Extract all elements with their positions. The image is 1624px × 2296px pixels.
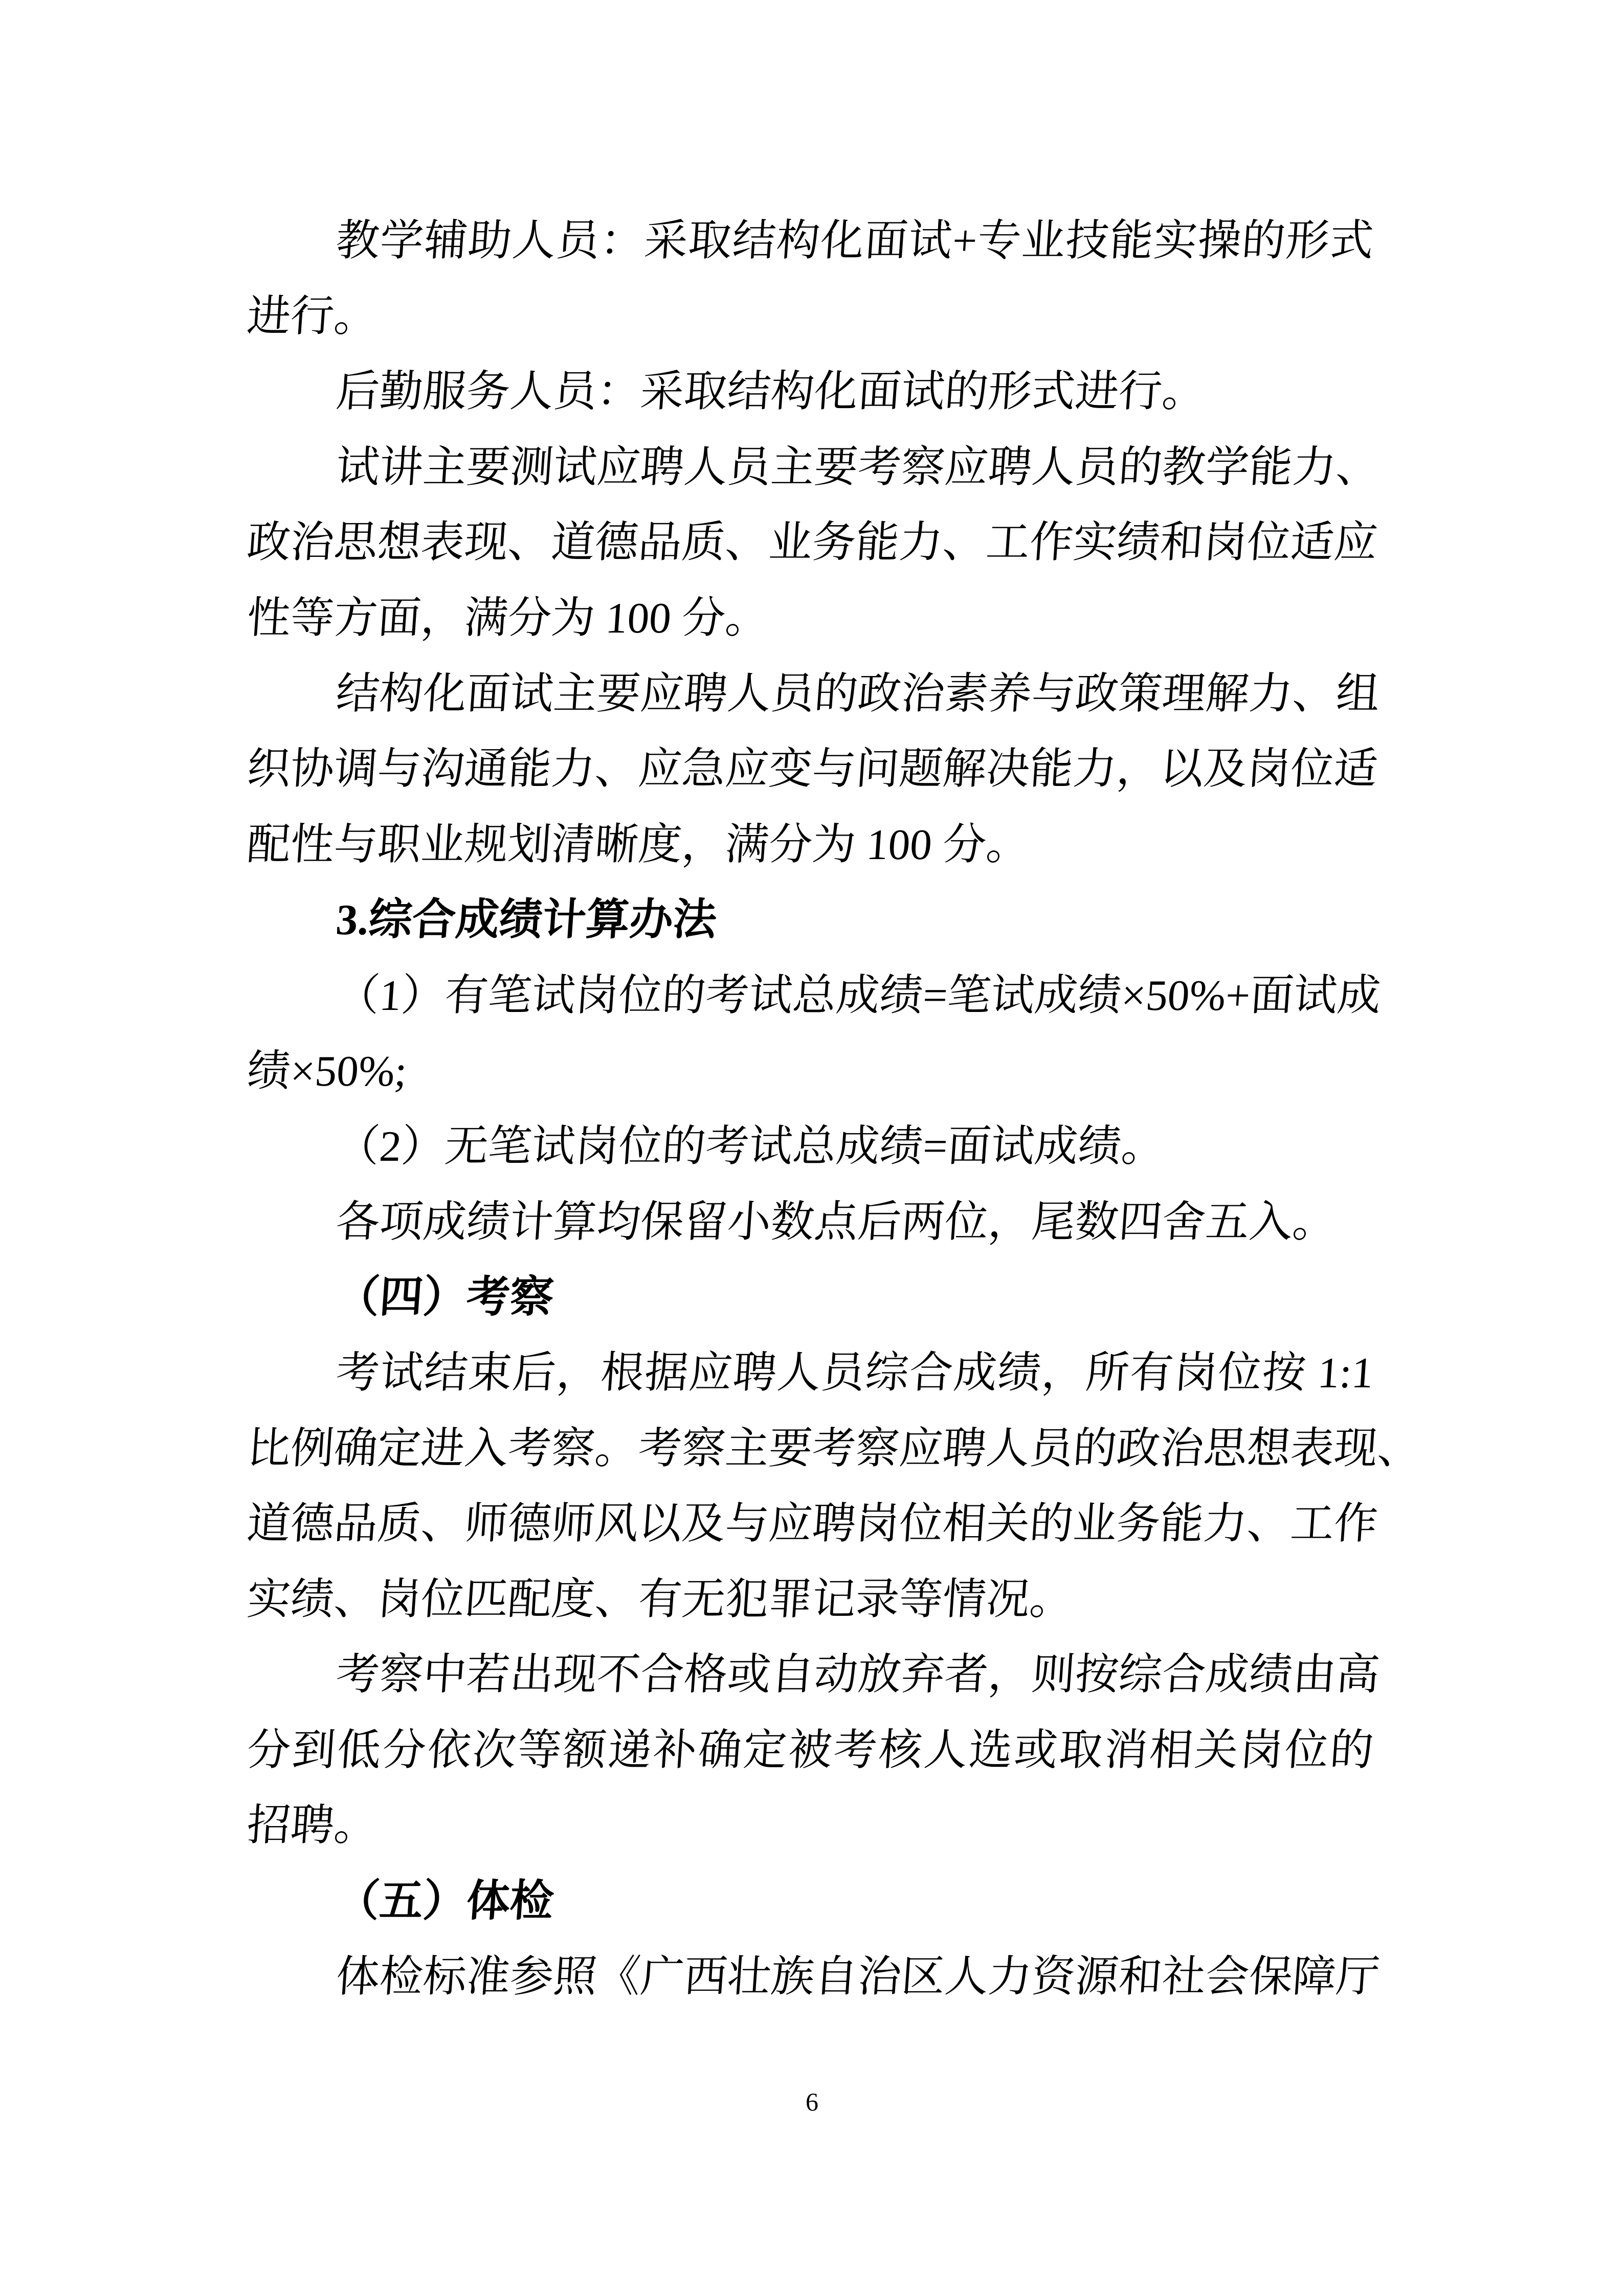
text-line: 性等方面，满分为 100 分。 <box>245 594 771 642</box>
page-number: 6 <box>806 2087 818 2116</box>
text-line: （2）无笔试岗位的考试总成绩=面试成绩。 <box>334 1122 1167 1171</box>
text-line: 考试结束后，根据应聘人员综合成绩，所有岗位按 1:1 <box>334 1348 1375 1397</box>
text-line: 体检标准参照《广西壮族自治区人力资源和社会保障厅 <box>334 1952 1382 2001</box>
text-line: 织协调与沟通能力、应急应变与问题解决能力，以及岗位适 <box>245 745 1380 794</box>
text-line: 结构化面试主要应聘人员的政治素养与政策理解力、组 <box>334 669 1382 718</box>
section-heading: （四）考察 <box>334 1273 555 1322</box>
text-line: 考察中若出现不合格或自动放弃者，则按综合成绩由高 <box>334 1651 1382 1699</box>
text-line: 后勤服务人员：采取结构化面试的形式进行。 <box>334 368 1208 416</box>
text-line: 分到低分依次等额递补确定被考核人选或取消相关岗位的 <box>245 1726 1375 1774</box>
text-line: 实绩、岗位匹配度、有无犯罪记录等情况。 <box>245 1575 1075 1624</box>
text-line: 招聘。 <box>245 1802 380 1850</box>
text-line: 进行。 <box>245 292 380 341</box>
text-line: 绩×50%; <box>245 1047 409 1095</box>
text-line: 教学辅助人员：采取结构化面试+专业技能实操的形式 <box>334 217 1375 265</box>
text-line: 道德品质、师德师风以及与应聘岗位相关的业务能力、工作 <box>245 1500 1380 1548</box>
text-line: 比例确定进入考察。考察主要考察应聘人员的政治思想表现、 <box>245 1424 1423 1473</box>
document-body <box>245 204 1423 2015</box>
text-line: 试讲主要测试应聘人员主要考察应聘人员的教学能力、 <box>334 443 1382 491</box>
section-heading: （五）体检 <box>334 1877 555 1926</box>
text-line: 配性与职业规划清晰度，满分为 100 分。 <box>245 820 1032 869</box>
text-line: （1）有笔试岗位的考试总成绩=笔试成绩×50%+面试成 <box>334 971 1383 1020</box>
section-heading: 3.综合成绩计算办法 <box>334 896 719 944</box>
text-line: 政治思想表现、道德品质、业务能力、工作实绩和岗位适应 <box>245 519 1380 567</box>
text-line: 各项成绩计算均保留小数点后两位，尾数四舍五入。 <box>334 1198 1338 1246</box>
